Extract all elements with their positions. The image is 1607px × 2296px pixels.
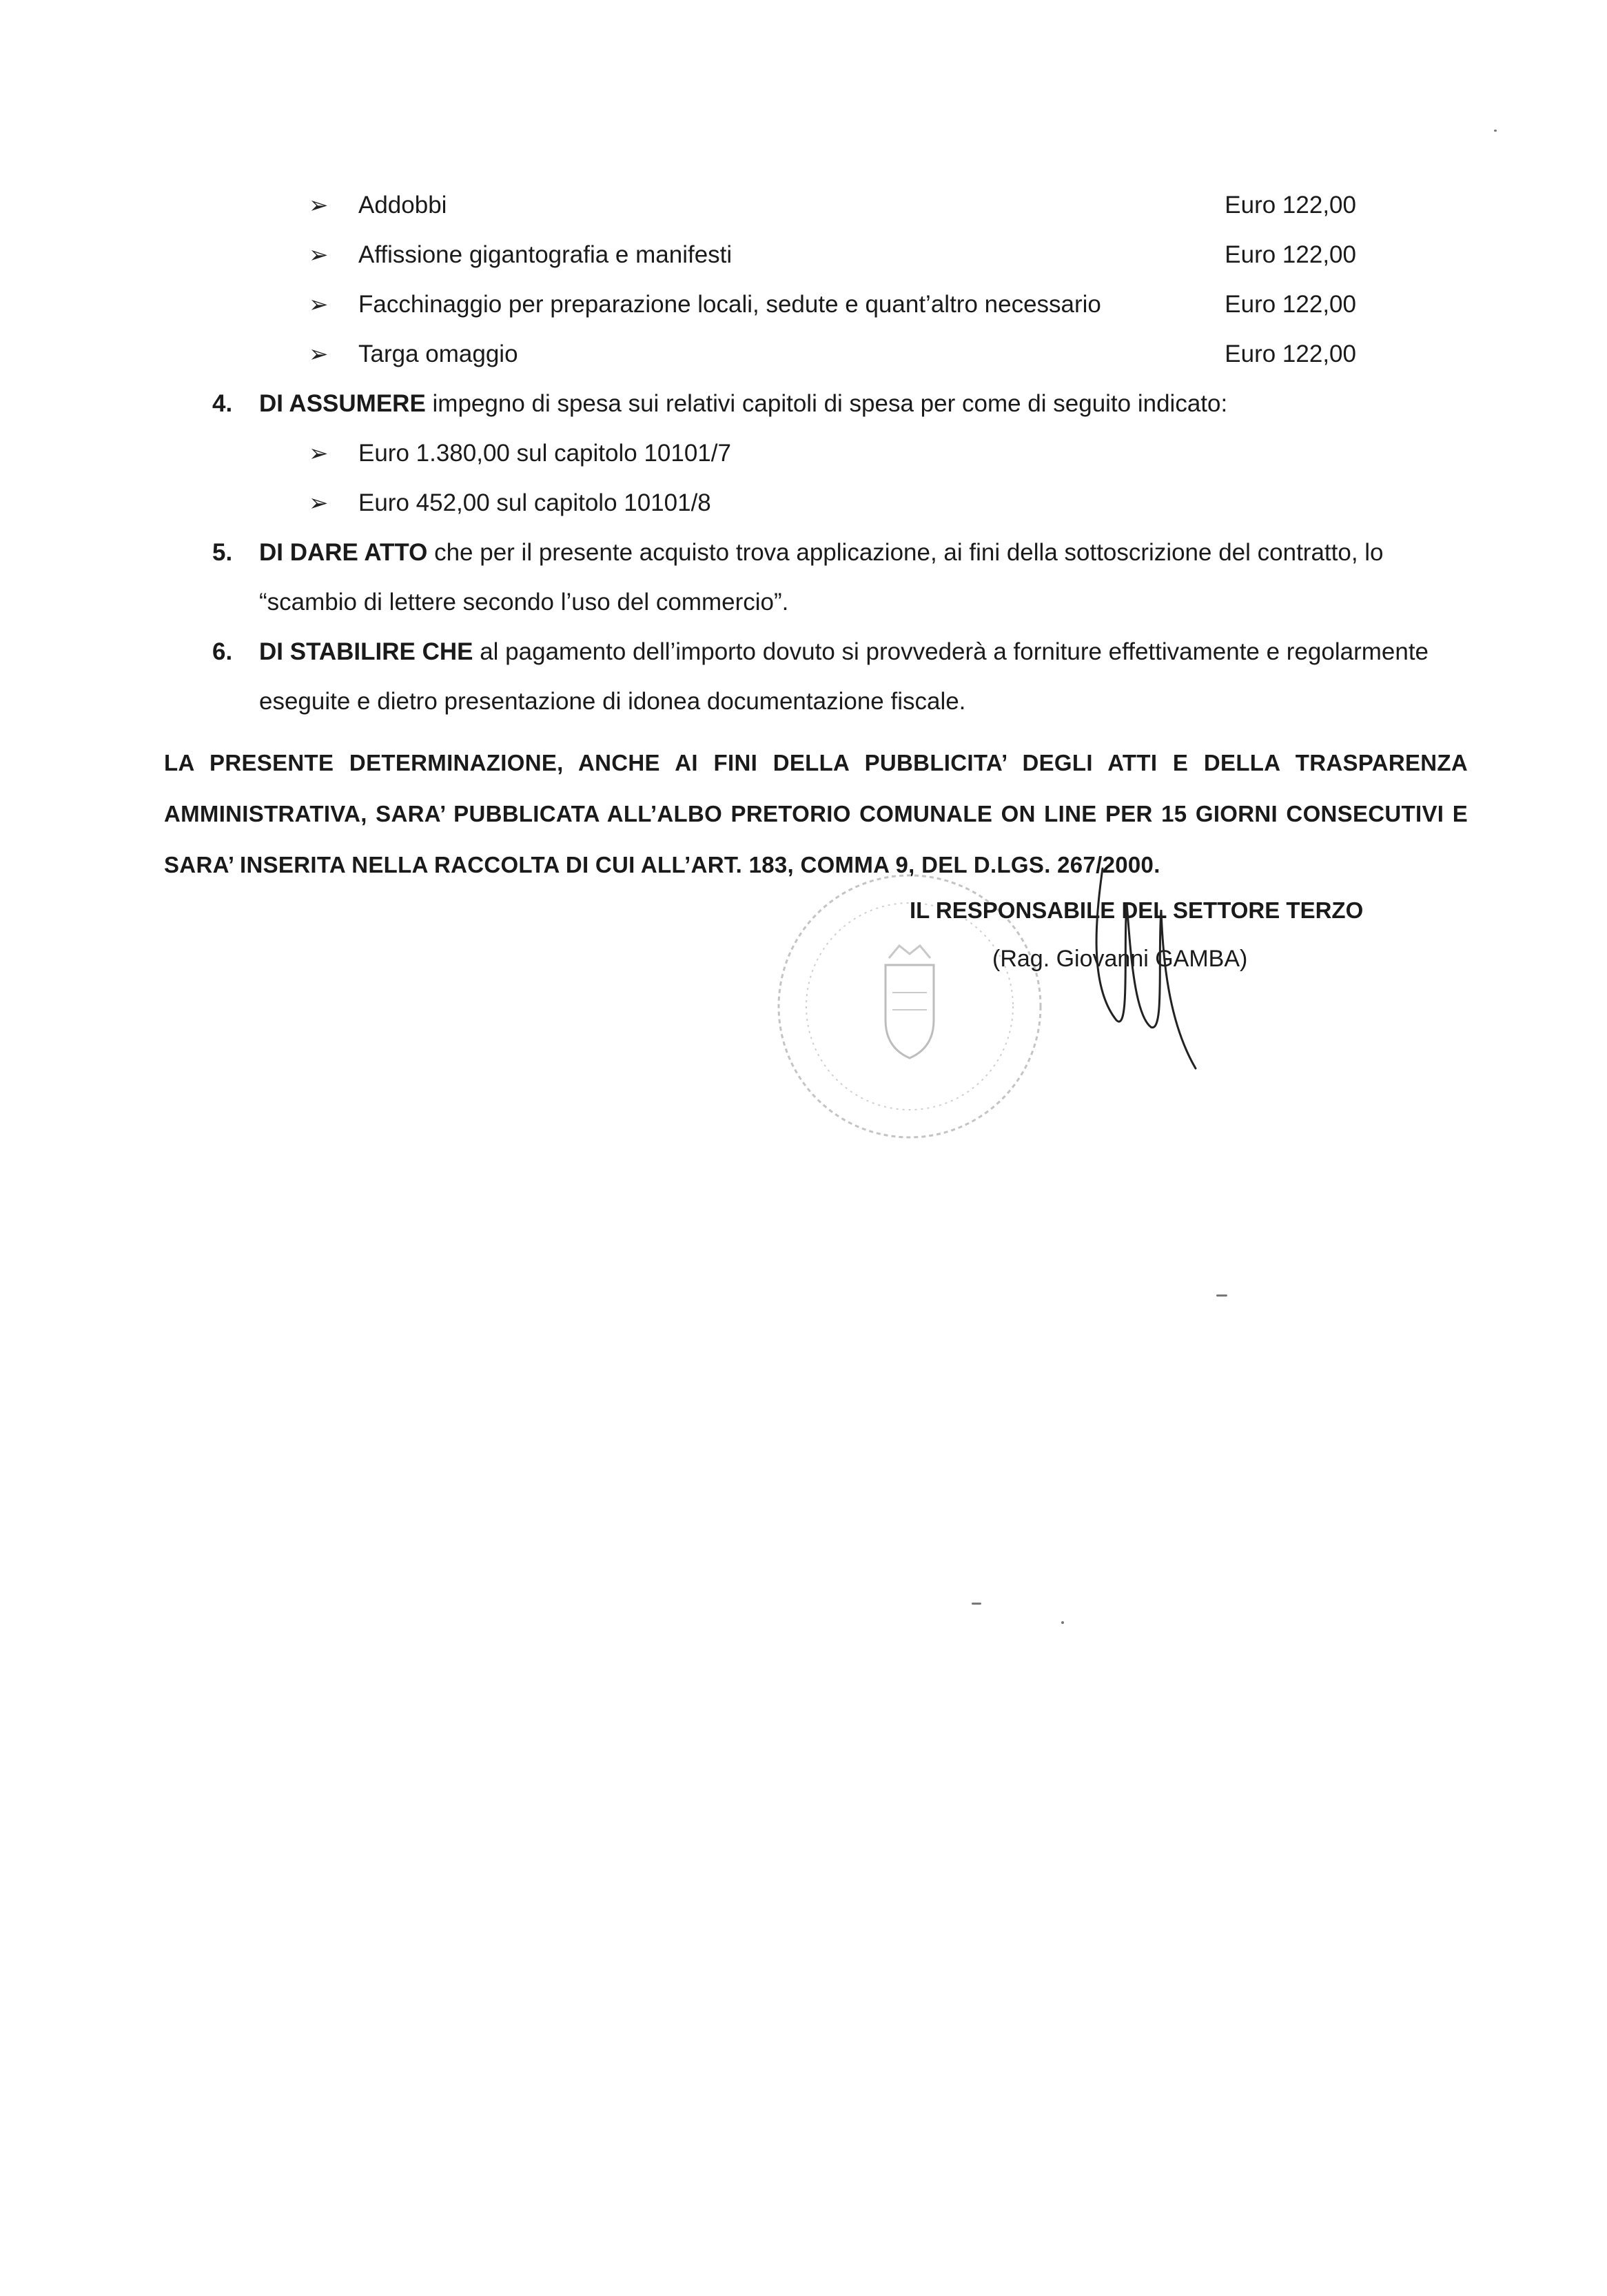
cost-item (309, 280, 1356, 329)
arrowhead-bullet-icon: ➢ (309, 490, 329, 516)
scan-speck (1494, 130, 1497, 132)
arrowhead-bullet-icon: ➢ (309, 341, 329, 367)
point-text: al pagamento dell’importo dovuto si provvederà a forniture effettivamente e regolarmente (473, 638, 1429, 665)
arrowhead-bullet-icon: ➢ (309, 192, 329, 219)
arrowhead-bullet-icon: ➢ (309, 242, 329, 268)
cost-item (309, 329, 1356, 379)
point-lead: DI STABILIRE CHE (259, 638, 473, 665)
list-item-text: Euro 1.380,00 sul capitolo 10101/7 (358, 440, 731, 467)
scan-speck (1061, 1621, 1064, 1624)
statement-line: AMMINISTRATIVA, SARA’ PUBBLICATA ALL’ALBO PRETORIO COMUNALE ON LINE PER 15 GIORNI CONSECUTIVI E (164, 801, 1468, 826)
cost-items-list (309, 181, 1356, 379)
point-text: impegno di spesa sui relativi capitoli di spesa per come di seguito indicato: (425, 390, 1228, 417)
cost-item-label: Facchinaggio per preparazione locali, sedute e quant’altro necessario (358, 291, 1101, 318)
cost-item-label: Targa omaggio (358, 341, 518, 367)
point-body (259, 379, 1473, 429)
scan-speck (972, 1603, 981, 1605)
cost-item-price: Euro 122,00 (1225, 341, 1356, 367)
statement-line: LA PRESENTE DETERMINAZIONE, ANCHE AI FINI DELLA PUBBLICITA’ DEGLI ATTI E DELLA TRASPARENZA (164, 750, 1468, 775)
list-item (309, 429, 1136, 478)
statement-line: SARA’ INSERITA NELLA RACCOLTA DI CUI ALL’ART. 183, COMMA 9, DEL D.LGS. 267/2000. (164, 852, 1160, 877)
cost-item-price: Euro 122,00 (1225, 241, 1356, 268)
point-number: 5. (212, 539, 233, 566)
point-body (259, 528, 1473, 627)
cost-item-label: Affissione gigantografia e manifesti (358, 241, 733, 268)
signatory-title: IL RESPONSABILE DEL SETTORE TERZO (910, 897, 1364, 923)
point-text-continued: “scambio di lettere secondo l’uso del commercio”. (259, 589, 789, 616)
arrowhead-bullet-icon: ➢ (309, 292, 329, 318)
point-number: 6. (212, 638, 233, 665)
list-item-text: Euro 452,00 sul capitolo 10101/8 (358, 489, 711, 516)
scan-speck (1216, 1294, 1227, 1297)
budget-chapters-list (309, 429, 1136, 528)
cost-item (309, 230, 1356, 280)
handwritten-signature-icon (1075, 862, 1199, 1075)
point-body (259, 627, 1473, 727)
point-number: 4. (212, 390, 233, 417)
point-lead: DI DARE ATTO (259, 539, 428, 566)
cost-item (309, 181, 1356, 230)
list-item (309, 478, 1136, 528)
point-text-continued: eseguite e dietro presentazione di idonea documentazione fiscale. (259, 688, 966, 715)
point-text: che per il presente acquisto trova applicazione, ai fini della sottoscrizione del contratto, lo (427, 539, 1384, 566)
cost-item-price: Euro 122,00 (1225, 192, 1356, 219)
signatory-name: (Rag. Giovanni GAMBA) (992, 946, 1248, 972)
arrowhead-bullet-icon: ➢ (309, 440, 329, 467)
point-lead: DI ASSUMERE (259, 390, 426, 417)
cost-item-label: Addobbi (358, 192, 447, 219)
cost-item-price: Euro 122,00 (1225, 291, 1356, 318)
